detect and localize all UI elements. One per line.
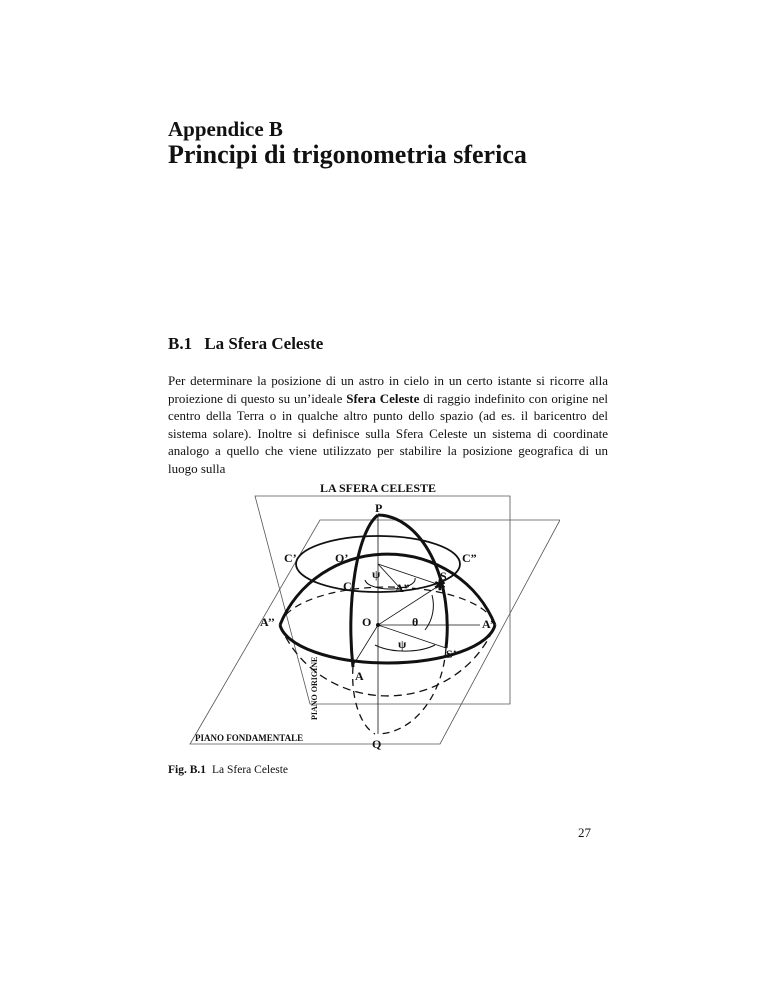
chapter-title: Principi di trigonometria sferica (168, 140, 527, 169)
figure-caption (168, 764, 288, 776)
label-a2: A” (395, 581, 410, 595)
label-p: P (375, 501, 383, 515)
celestial-sphere-diagram (150, 480, 560, 750)
label-piano-fondamentale: PIANO FONDAMENTALE (195, 733, 304, 743)
label-psi-lower: ψ (398, 637, 407, 651)
label-o1: O’ (335, 551, 349, 565)
section-number: B.1 (168, 334, 193, 353)
label-piano-origine: PIANO ORIGINE (310, 656, 319, 720)
center-point (376, 623, 380, 627)
label-theta: θ (412, 615, 419, 629)
paragraph-text-1: Per determinare la posizione di un astro in cielo in un certo istante si ricorre alla proiezione di questo su un’ideale (168, 373, 608, 406)
label-s1: S’ (446, 647, 457, 661)
label-o: O (362, 615, 372, 629)
body-paragraph (168, 372, 608, 477)
paragraph-bold-term: Sfera Celeste (346, 390, 420, 406)
appendix-label: Appendice B (168, 117, 283, 141)
section-heading (168, 334, 323, 354)
label-a3: A’’ (260, 615, 275, 629)
label-q: Q (372, 737, 382, 750)
label-c1: C’ (284, 551, 297, 565)
section-title: La Sfera Celeste (204, 334, 324, 353)
label-a: A (355, 669, 364, 683)
celestial-sphere-figure (150, 480, 560, 750)
caption-text: La Sfera Celeste (212, 764, 289, 776)
label-s: S (440, 569, 447, 583)
caption-label: Fig. B.1 (168, 764, 207, 776)
label-a1: A’ (482, 617, 494, 631)
star-s-marker: ✱ (434, 579, 446, 594)
label-c2: C” (462, 551, 477, 565)
label-c: C (343, 579, 352, 593)
label-psi-upper: ψ (372, 567, 381, 581)
figure-title: LA SFERA CELESTE (320, 481, 437, 495)
page-number: 27 (578, 825, 591, 840)
paragraph-text-2: di raggio indefinito con origine nel centro della Terra o in qualche altro punto dello spazio (ad es. il baricentro del sistema solare). Inoltre si definisce sulla Sfera Celeste un sistema di coordinate analogo a quello che viene utilizzato per stabilire la posizione geografica di un luogo sulla (168, 390, 608, 476)
